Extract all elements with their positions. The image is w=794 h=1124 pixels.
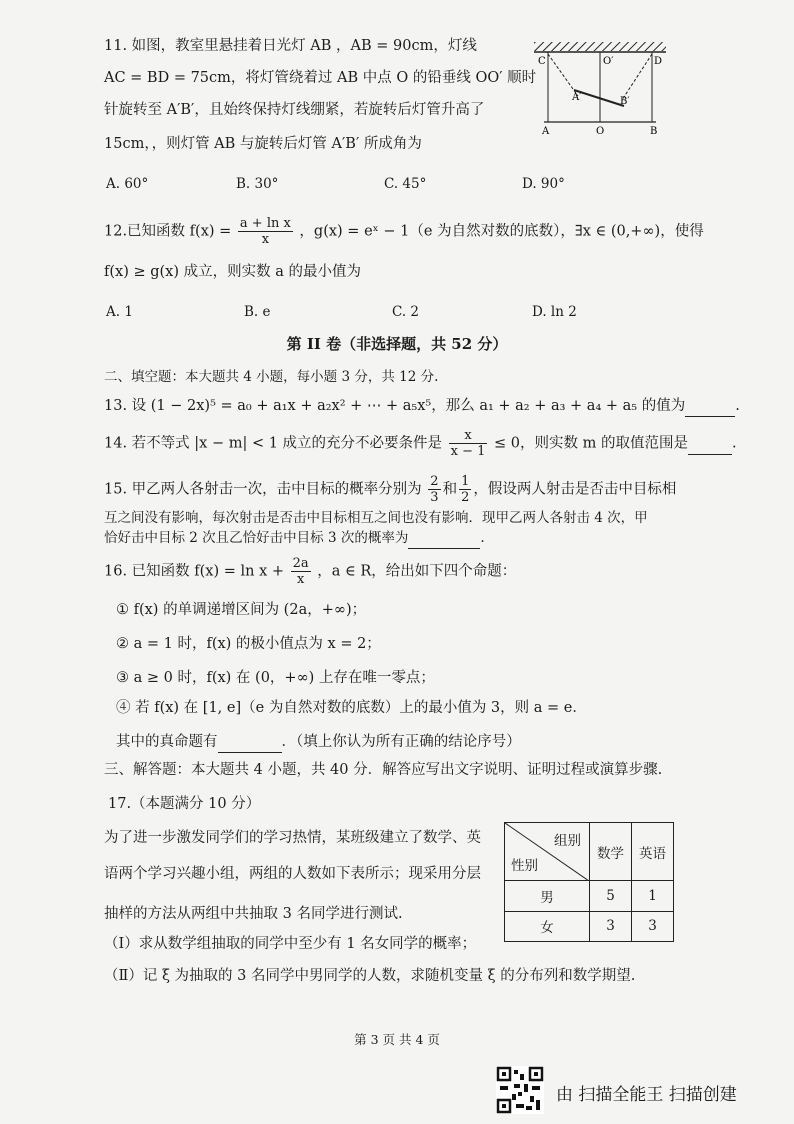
- q11-line1: 11. 如图，教室里悬挂着日光灯 AB ，AB = 90cm，灯线: [104, 38, 477, 54]
- cell-female-english: 3: [632, 911, 674, 942]
- q11-figure: [530, 38, 670, 138]
- q15-f1-den: 3: [430, 490, 439, 505]
- q17-line3: 抽样的方法从两组中共抽取 3 名同学进行测试.: [104, 906, 403, 922]
- q15-end: .: [480, 530, 485, 546]
- q15-fraction2: [459, 474, 471, 505]
- q16-item-4: ④ 若 f(x) 在 [1, e]（e 为自然对数的底数）上的最小值为 3，则 a = e．: [116, 700, 587, 716]
- label-o: O: [596, 126, 605, 137]
- q16-tail-a: 其中的真命题有: [116, 734, 218, 750]
- label-o1: O′: [603, 56, 614, 67]
- label-a: A: [542, 126, 550, 137]
- lamp-diagram: [530, 38, 670, 138]
- q14-end: .: [731, 435, 737, 452]
- q15-line2: 互之间没有影响，每次射击是否击中目标相互之间也没有影响．现甲乙两人各射击 4 次，甲: [104, 510, 648, 526]
- label-c: C: [538, 56, 546, 67]
- q17-line1: 为了进一步激发同学们的学习热情，某班级建立了数学、英: [104, 830, 481, 846]
- q12-num: a + ln x: [239, 216, 291, 231]
- table-row: [505, 881, 674, 912]
- q12-option-c: C. 2: [392, 304, 420, 320]
- q15-line3: [104, 528, 485, 549]
- q14: [104, 428, 737, 459]
- q17-line2: 语两个学习兴趣小组，两组的人数如下表所示；现采用分层: [104, 866, 481, 882]
- q11-line3: 针旋转至 A′B′，且始终保持灯线绷紧，若旋转后灯管升高了: [104, 102, 485, 118]
- q13-blank: [685, 396, 735, 417]
- header-english: 英语: [632, 823, 674, 881]
- q16-item-3: ③ a ≥ 0 时，f(x) 在 (0，+∞) 上存在唯一零点；: [116, 670, 435, 686]
- q11-option-b: B. 30°: [236, 176, 279, 192]
- scanner-watermark: 由 扫描全能王 扫描创建: [556, 1085, 737, 1105]
- q11-option-d: D. 90°: [522, 176, 565, 192]
- table-corner-cell: [505, 823, 590, 881]
- q12-line2: f(x) ≥ g(x) 成立，则实数 a 的最小值为: [104, 264, 361, 280]
- label-b: B: [650, 126, 658, 137]
- group-table: [504, 822, 674, 942]
- q16-prefix: 16. 已知函数 f(x) = ln x +: [104, 563, 285, 580]
- q16-tail: [116, 732, 521, 753]
- ceiling-hatch: [534, 42, 666, 51]
- q12-option-b: B. e: [244, 304, 271, 320]
- q15-line3-text: 恰好击中目标 2 次且乙恰好击中目标 3 次的概率为: [104, 530, 409, 546]
- q14-rest: ≤ 0，则实数 m 的取值范围是: [494, 435, 688, 452]
- corner-bottom-label: 性别: [511, 858, 538, 874]
- q17-part1: （Ⅰ）求从数学组抽取的同学中至少有 1 名女同学的概率；: [104, 936, 477, 952]
- q12-rest: ，g(x) = eˣ − 1（e 为自然对数的底数），∃x ∈ (0,+∞)，使得: [299, 223, 704, 240]
- q12-option-d: D. ln 2: [532, 304, 577, 320]
- q15-blank: [408, 528, 480, 549]
- q11-option-a: A. 60°: [106, 176, 149, 192]
- q15-f2-num: 1: [461, 474, 470, 489]
- q16-blank: [218, 732, 282, 753]
- q12-line1: [104, 216, 704, 247]
- q15-prefix: 15. 甲乙两人各射击一次，击中目标的概率分别为: [104, 481, 422, 498]
- q16-den: x: [296, 572, 305, 587]
- table-row: [505, 911, 674, 942]
- row-label-male: 男: [505, 881, 590, 912]
- q13: [104, 396, 740, 417]
- label-d: D: [654, 56, 663, 67]
- section3-desc: 三、解答题：本大题共 4 小题，共 40 分．解答应写出文字说明、证明过程或演算步骤.: [104, 762, 663, 778]
- q14-num: x: [449, 428, 488, 444]
- q12-fraction: [238, 216, 293, 247]
- q15-and: 和: [442, 481, 458, 498]
- q15-f1-num: 2: [430, 474, 439, 489]
- q15-line1: [104, 474, 676, 505]
- q16-num: 2a: [292, 556, 309, 571]
- page-footer: 第 3 页 共 4 页: [354, 1032, 440, 1047]
- cell-male-math: 5: [590, 881, 632, 912]
- section2-heading: 第 II 卷（非选择题，共 52 分）: [286, 335, 508, 353]
- q15-fraction1: [428, 474, 440, 505]
- q11-option-c: C. 45°: [384, 176, 427, 192]
- q12-den: x: [261, 232, 270, 247]
- q14-fraction: [449, 428, 488, 459]
- q16-rest: ，a ∈ R，给出如下四个命题：: [317, 563, 517, 580]
- q11-line4: 15cm，，则灯管 AB 与旋转后灯管 A′B′ 所成角为: [104, 136, 422, 152]
- corner-top-label: 组别: [554, 833, 581, 849]
- q14-den: x − 1: [450, 444, 486, 459]
- q16-item-1: ① f(x) 的单调递增区间为 (2a，+∞)；: [116, 602, 367, 618]
- q17-title: 17.（本题满分 10 分）: [108, 796, 261, 812]
- q17-part2: （Ⅱ）记 ξ 为抽取的 3 名同学中男同学的人数，求随机变量 ξ 的分布列和数学期望.: [104, 968, 636, 984]
- q15-f2-den: 2: [461, 490, 470, 505]
- label-a1: A′: [572, 92, 582, 103]
- q12-option-a: A. 1: [106, 304, 133, 320]
- q14-prefix: 14. 若不等式 |x − m| < 1 成立的充分不必要条件是: [104, 435, 443, 452]
- qr-code-icon: [496, 1066, 544, 1114]
- row-label-female: 女: [505, 911, 590, 942]
- cell-male-english: 1: [632, 881, 674, 912]
- q16-line1: [104, 556, 516, 587]
- q16-tail-b: ．（填上你认为所有正确的结论序号）: [281, 734, 521, 750]
- q13-text: 13. 设 (1 − 2x)⁵ = a₀ + a₁x + a₂x² + ⋯ + a₅x⁵，那么 a₁ + a₂ + a₃ + a₄ + a₅ 的值为: [104, 398, 686, 414]
- label-b1: B′: [620, 96, 630, 107]
- q16-item-2: ② a = 1 时，f(x) 的极小值点为 x = 2；: [116, 636, 381, 652]
- q16-fraction: [291, 556, 311, 587]
- q11-line2: AC = BD = 75cm，将灯管绕着过 AB 中点 O 的铅垂线 OO′ 顺时: [104, 70, 537, 86]
- q15-rest: ，假设两人射击是否击中目标相: [473, 481, 677, 498]
- header-math: 数学: [590, 823, 632, 881]
- q13-end: .: [735, 398, 740, 414]
- q12-prefix: 12.已知函数 f(x) =: [104, 223, 232, 240]
- q14-blank: [688, 434, 732, 455]
- section2-desc: 二、填空题：本大题共 4 小题，每小题 3 分，共 12 分.: [104, 369, 439, 385]
- cell-female-math: 3: [590, 911, 632, 942]
